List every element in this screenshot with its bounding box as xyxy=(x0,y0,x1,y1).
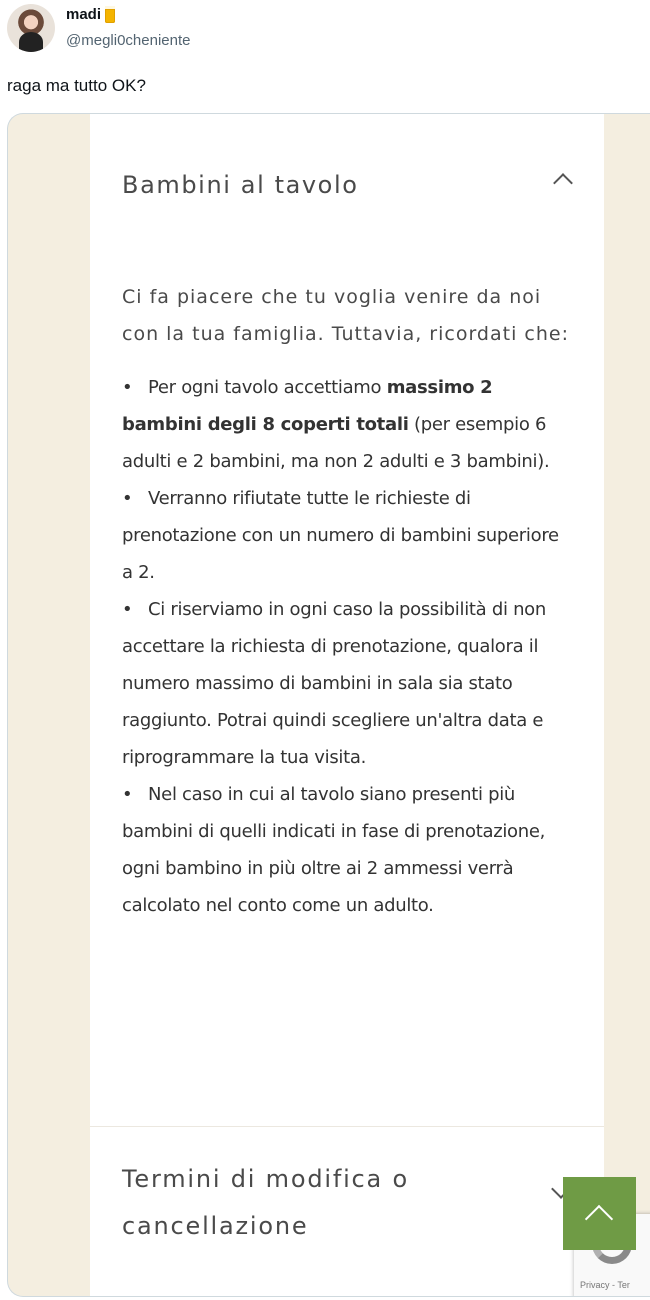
tweet-image[interactable] xyxy=(7,113,650,1297)
rule-text-after: (per esempio 6 adulti e 2 bambini, ma non 2 adulti e 3 bambini). xyxy=(122,414,550,472)
intro-text: Ci fa piacere che tu voglia venire da noi con la tua famiglia. Tuttavia, ricordati che: xyxy=(122,286,569,345)
faq-panel xyxy=(90,114,604,1296)
tweet-author[interactable] xyxy=(66,6,115,23)
rule-text: Per ogni tavolo accettiamo xyxy=(148,377,387,398)
list-item xyxy=(122,480,572,591)
rule-text: Verranno rifiutate tutte le richieste di prenotazione con un numero di bambini superiore a 2. xyxy=(122,488,559,583)
rule-text: Ci riserviamo in ogni caso la possibilità di non accettare la richiesta di prenotazione, qualora il numero massimo di bambini in sala sia stato raggiunto. Potrai quindi scegliere un'altra data e riprogrammare la tua visita. xyxy=(122,599,547,768)
arrow-up-icon xyxy=(585,1205,613,1233)
user-handle[interactable]: @megli0cheniente xyxy=(66,32,191,49)
recaptcha-links[interactable]: Privacy - Ter xyxy=(580,1280,630,1290)
accordion-header-termini[interactable]: Termini di modifica o cancellazione xyxy=(122,1165,409,1240)
list-item xyxy=(122,591,572,776)
list-item xyxy=(122,776,572,924)
tweet-text: raga ma tutto OK? xyxy=(7,76,146,95)
rule-bold-text: massimo 2 bambini degli 8 coperti totali xyxy=(122,377,493,435)
bullet: • xyxy=(122,599,133,620)
bullet: • xyxy=(122,784,133,805)
bullet: • xyxy=(122,488,133,509)
list-item xyxy=(122,369,572,480)
beer-icon xyxy=(105,6,115,23)
bullet: • xyxy=(122,377,133,398)
divider xyxy=(90,1126,604,1127)
rule-text: Nel caso in cui al tavolo siano presenti più bambini di quelli indicati in fase di prenotazione, ogni bambino in più oltre ai 2 ammessi verrà calcolato nel conto come un adulto. xyxy=(122,784,546,916)
accordion-body xyxy=(122,279,572,924)
accordion-header-bambini[interactable] xyxy=(90,114,604,232)
chevron-up-icon[interactable] xyxy=(553,173,573,193)
rules-list xyxy=(122,369,572,924)
scroll-to-top-button[interactable] xyxy=(563,1177,636,1250)
display-name[interactable]: madi xyxy=(66,6,102,23)
avatar[interactable] xyxy=(7,4,55,52)
accordion-title: Bambini al tavolo xyxy=(122,171,359,199)
